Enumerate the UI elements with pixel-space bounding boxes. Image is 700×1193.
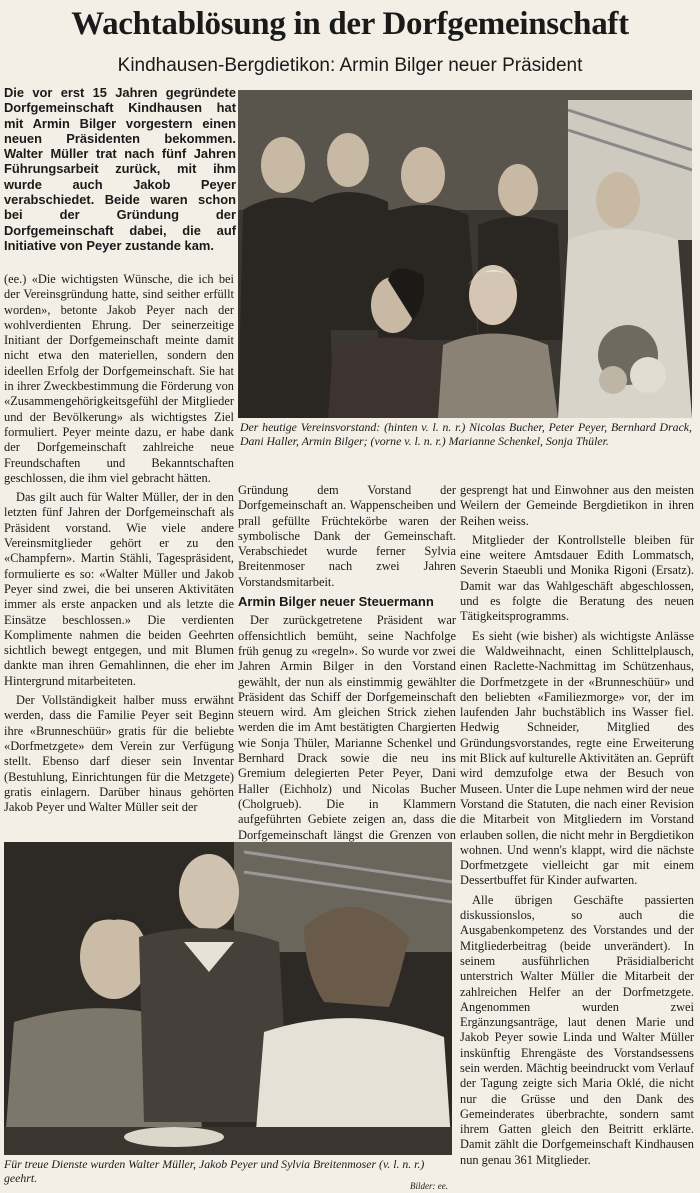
headline: Wachtablösung in der Dorfgemeinschaft: [71, 6, 629, 42]
paragraph: Der zurückgetretene Präsident war offensichtlich bemüht, seine Nachfolge früh genug zu «regeln». So wurde vor zwei Jahren Armin Bilger in den Vorstand gewählt, der nun als einstimmig gewählter Präsident das Schiff der Dorfgemeinschaft steuern wird. Am gleichen Strick ziehen werden die im Amt bestätigten Chargierten wie Sonja Thüler, Marianne Schenkel und Bernhard Drack sowie die neu ins Gremium delegierten Peter Peyer, Dani Haller (Eichholz) und Nicolas Bucher (Cholgrueb). Die in Klammern aufgeführten Gebiete zeigen an, dass die Dorfgemeinschaft längst die Grenzen von: [238, 613, 456, 842]
honorees-photo: [4, 842, 452, 1155]
paragraph: Mitglieder der Kontrollstelle bleiben für eine weitere Amtsdauer Edith Lommatsch, Severin Staeubli und Monika Rigoni (Ersatz). Damit war das Wahlgeschäft abgeschlossen, und es folgte die Beratung des neuen Tätigkeitsprogramms.: [460, 532, 694, 624]
paragraph: Gründung dem Vorstand der Dorfgemeinschaft an. Wappenscheiben und prall gefüllte Früchtekörbe waren der symbolische Dank der Gemeinschaft. Verabschiedet wurde ferner Sylvia Breitenmoser nach zwei Jahren Vorstandsmitarbeit.: [238, 483, 456, 589]
paragraph: Alle übrigen Geschäfte passierten diskussionslos, so auch die Ausgabenkompetenz des Vorstandes und der Mitgliederbeitrag (beide unverändert). In seinem ausführlichen Präsidialbericht unterstrich Walter Müller die Mitarbeit der zahlreichen Helfer an der Dorfmetzgete. Angenommen wurden zwei Ergänzungsanträge, laut denen Marie und Jakob Peyer sowie Linda und Walter Müller inskünftig Ehrengäste des Vorstandsessens sein werden. Mächtig beeindruckt vom Verlauf der Tagung zeigte sich Maria Oklé, die nicht nur die Grüsse und den Dank des Gemeinderates überbrachte, sondern samt ihrem Gatten gleich den Beitritt erklärte. Damit zählt die Dorfgemeinschaft Kindhausen nun genau 361 Mitglieder.: [460, 892, 694, 1167]
lead-paragraph: Die vor erst 15 Jahren gegründete Dorfgemeinschaft Kindhausen hat mit Armin Bilger vorgestern einen neuen Präsidenten bekommen. Walter Müller trat nach fünf Jahren Führungsarbeit zurück, mit ihm wurde auch Jakob Peyer verabschiedet. Beide waren schon bei der Gründung der Dorfgemeinschaft dabei, die auf Initiative von Peyer zustande kam.: [4, 85, 236, 253]
paragraph: gesprengt hat und Einwohner aus den meisten Weilern der Gemeinde Bergdietikon in ihren Reihen weiss.: [460, 483, 694, 528]
board-group-photo: [238, 90, 692, 418]
article-column-3: [460, 483, 694, 1172]
article-column-1: [4, 272, 234, 819]
paragraph: Es sieht (wie bisher) als wichtigste Anlässe die Waldweihnacht, einen Schlittelplausch, einen Raclette-Nachmittag im Schützenhaus, die Dorfmetzgete in der «Brunneschüür» und den beliebten «Familiezmorge» vor, der im laufenden Jahr buchstäblich ins Wasser fiel. Hedwig Schneider, Mitglied des Gründungsvorstandes, regte eine Erweiterung mit Blick auf kulturelle Aktivitäten an. Geprüft wird demzufolge etwa der Besuch von Museen. Unter die Lupe nehmen wird der neue Vorstand die Statuten, die nach einer Revision die Mitarbeit von Mitgliedern im Vorstand erlauben sollen, die nicht mehr in Bergdietikon wohnen. Und wenn's klappt, wird die nächste Dorfmetzgete vielleicht gar mit einem Dessertbuffet für Kinder aufwarten.: [460, 628, 694, 888]
photo-caption-board: Der heutige Vereinsvorstand: (hinten v. l. n. r.) Nicolas Bucher, Peter Peyer, Bernhard Drack, Dani Haller, Armin Bilger; (vorne v. l. n. r.) Marianne Schenkel, Sonja Thüler.: [240, 420, 692, 448]
article-column-2: [238, 483, 456, 862]
photo-caption-honorees: Für treue Dienste wurden Walter Müller, Jakob Peyer und Sylvia Breitenmoser (v. l. n. r.) geehrt.: [4, 1157, 425, 1185]
subheadline: Kindhausen-Bergdietikon: Armin Bilger neuer Präsident: [117, 55, 583, 76]
photo-credit: Bilder: ee.: [410, 1181, 448, 1191]
paragraph: Das gilt auch für Walter Müller, der in den letzten fünf Jahren der Dorfgemeinschaft als Präsident vorstand. Wie viele andere Vereinsmitglieder gehört er zu den «Champfern». Martin Stähli, Tagespräsident, formulierte es so: «Walter Müller und Jakob Peyer sind zwei, die bei unseren Aktivitäten immer als erste anpacken und als letzte die Einsätze beschlossen.» Die verdienten Komplimente nahmen die beiden Geehrten sichtlich bewegt entgegen, und mit Blumen dankte man ihren Gemahlinnen, die eher im Hintergrund mitarbeiteten.: [4, 490, 234, 688]
paragraph: Der Vollständigkeit halber muss erwähnt werden, dass die Familie Peyer seit Beginn ihre «Brunneschüür» gratis für die beliebte «Dorfmetzgete» dem Verein zur Verfügung stellt. Ebenso darf dieser sein Inventar (Bestuhlung, Einrichtungen für die Metzgete) gratis einlagern. Darüber hinaus gehörten Jakob Peyer und Walter Müller seit der: [4, 693, 234, 815]
section-heading: Armin Bilger neuer Steuermann: [238, 594, 434, 610]
paragraph: (ee.) «Die wichtigsten Wünsche, die ich bei der Vereinsgründung hatte, sind seither erfüllt worden», betonte Jakob Peyer nach der wohlverdienten Ehrung. Der seinerzeitige Initiant der Dorfgemeinschaft meinte damit nicht etwa den materiellen, sondern den ideellen Erfolg der Dorfgemeinschaft. Sie hat in ihrer Zweckbestimmung die Förderung von «Zusammengehörigkeitsgefühl der Mitglieder und der Bevölkerung» als wichtigstes Ziel formuliert. Peyer meinte dazu, er habe dank der Dorfgemeinschaft zahlreiche neue Freundschaften und Bekanntschaften geschlossen, die ihm viel gebracht hätten.: [4, 272, 234, 485]
